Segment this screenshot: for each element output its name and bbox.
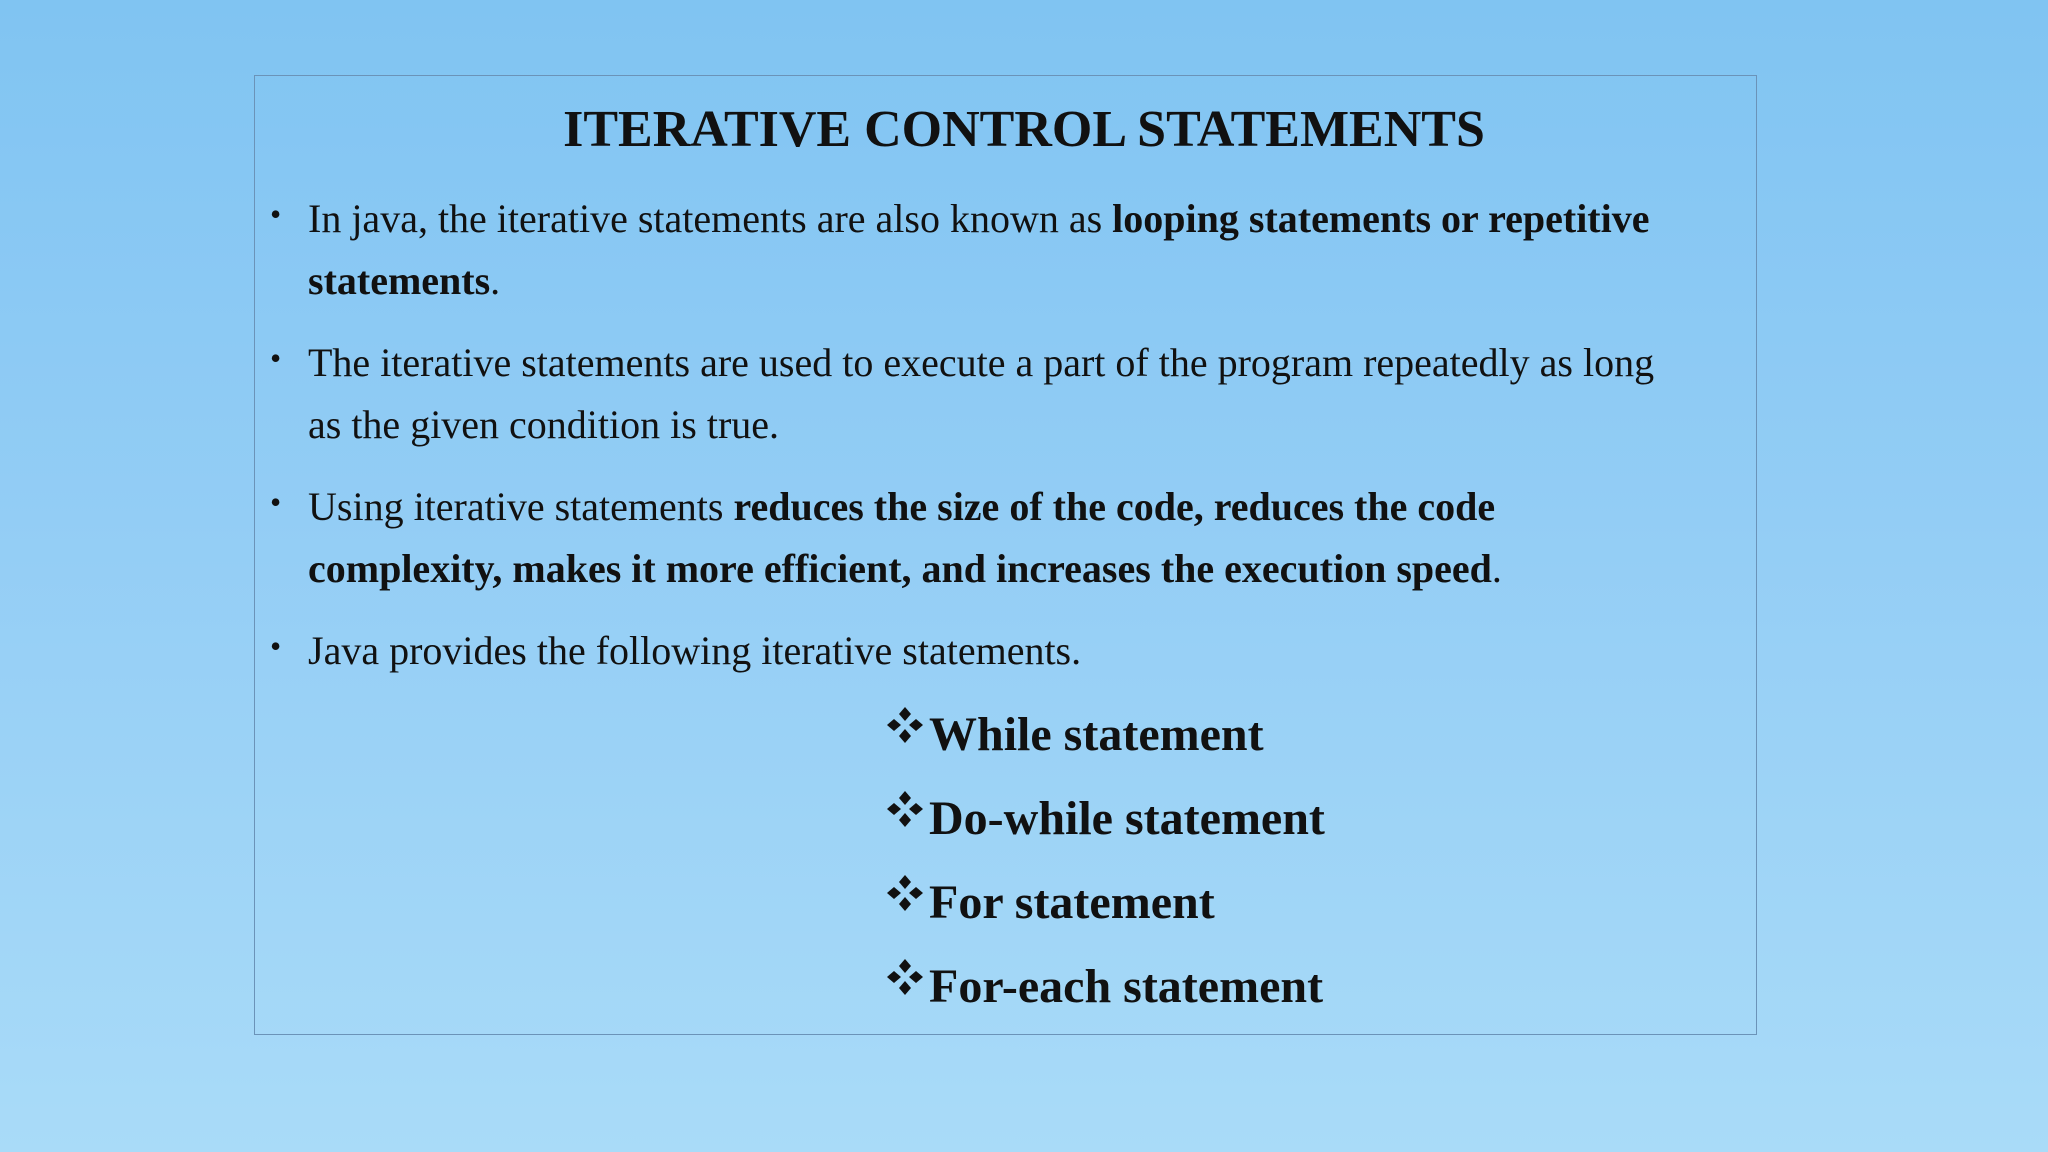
bullet-item	[270, 476, 1690, 600]
bullet-text-bold: looping statements or repetitive statements	[308, 196, 1650, 303]
statement-type-label: Do-while statement	[929, 792, 1325, 845]
bullet-dot-icon: •	[270, 628, 282, 664]
slide-title: ITERATIVE CONTROL STATEMENTS	[563, 101, 1485, 158]
diamond-four-icon	[885, 789, 925, 829]
statement-type-item	[885, 693, 1325, 777]
bullet-item	[270, 332, 1690, 456]
bullet-text-plain: In java, the iterative statements are also known as	[308, 196, 1113, 241]
bullet-item	[270, 188, 1690, 312]
diamond-four-icon	[885, 873, 925, 913]
bullet-text-plain: Using iterative statements	[308, 484, 734, 529]
statement-type-label: While statement	[929, 708, 1264, 761]
bullet-dot-icon: •	[270, 340, 282, 376]
statement-type-label: For-each statement	[929, 960, 1324, 1013]
bullet-text-plain: .	[1491, 546, 1502, 591]
bullet-item	[270, 620, 1690, 682]
bullet-text-plain: The iterative statements are used to execute a part of the program repeatedly as long as the given condition is true.	[308, 340, 1655, 447]
bullet-text-plain: Java provides the following iterative statements.	[308, 628, 1082, 673]
bullet-list	[270, 188, 1690, 702]
statement-type-label: For statement	[929, 876, 1215, 929]
statement-type-item	[885, 861, 1325, 945]
bullet-text-plain: .	[490, 258, 501, 303]
statement-type-item	[885, 777, 1325, 861]
statement-type-list	[885, 693, 1325, 1029]
statement-type-item	[885, 945, 1325, 1029]
diamond-four-icon	[885, 957, 925, 997]
diamond-four-icon	[885, 705, 925, 745]
bullet-dot-icon: •	[270, 484, 282, 520]
bullet-dot-icon: •	[270, 196, 282, 232]
bullet-text-bold: reduces the size of the code, reduces the code complexity, makes it more efficient, and increases the execution speed	[308, 484, 1496, 591]
